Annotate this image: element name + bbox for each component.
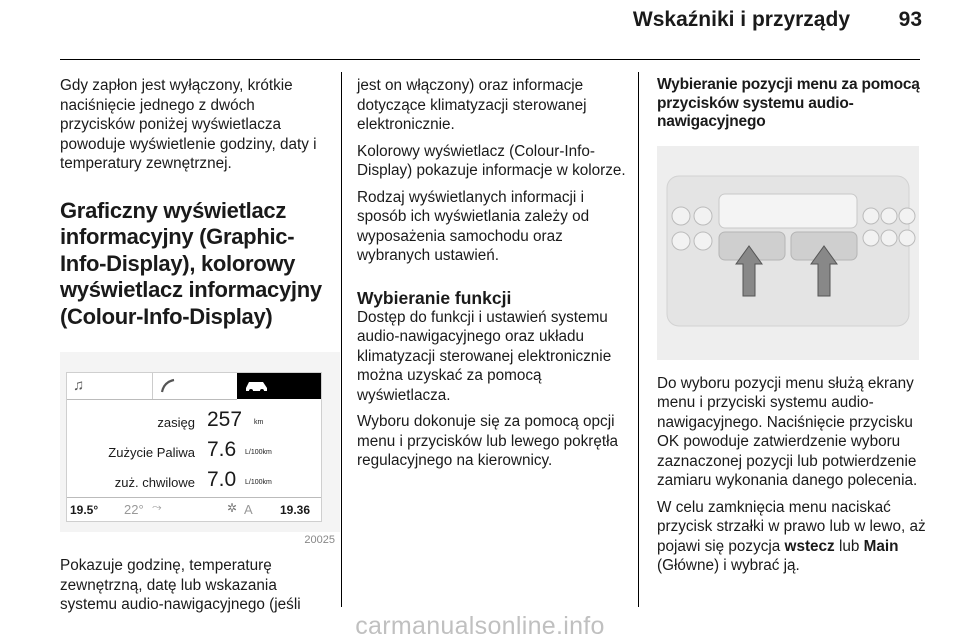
caption-paragraph: Pokazuje godzinę, temperaturę zewnętrzną, datę lub wskazania systemu audio-nawigacyjnego (jeśli	[60, 557, 301, 613]
range-label: zasięg	[157, 415, 195, 430]
intro-paragraph: Gdy zapłon jest wyłączony, krótkie naciśnięcie jednego z dwóch przycisków poniżej wyświetlacza powoduje wyświetlenie godziny, daty i temperatury zewnętrznej.	[60, 77, 317, 172]
column-1	[60, 76, 335, 622]
music-note-icon: ♫	[73, 377, 85, 394]
airflow-icon: ⤳	[152, 500, 162, 514]
section-title: Wskaźniki i przyrządy	[632, 8, 850, 31]
fuel-consumption-label: Zużycie Paliwa	[108, 445, 195, 460]
column-3	[657, 76, 927, 583]
column-2	[357, 76, 627, 478]
display-screen	[66, 372, 322, 522]
info-display-illustration	[60, 352, 340, 532]
status-bar	[67, 497, 321, 522]
paragraph-2: Kolorowy wyświetlacz (Colour-Info-Display) pokazuje informacje w kolorze.	[357, 142, 626, 179]
column-divider-2	[638, 72, 639, 607]
header-rule	[60, 59, 920, 60]
instant-consumption-label: zuż. chwilowe	[114, 475, 195, 490]
tab-music	[67, 373, 153, 400]
clock-time: 19.36	[280, 503, 311, 517]
phone-icon	[158, 376, 178, 396]
fan-icon: ✲	[227, 501, 238, 515]
menu-selection-heading: Wybieranie pozycji menu za pomocą przycisków systemu audio-nawigacyjnego	[657, 76, 920, 130]
back-option: wstecz	[784, 537, 835, 555]
paragraph-5: Wyboru dokonuje się za pomocą opcji menu i przycisków lub lewego pokrętła regulacyjnego na kierownicy.	[357, 413, 619, 469]
paragraph-2-text-a: W celu zamknięcia menu naciskać przycisk strzałki w prawo lub w lewo, aż pojawi się pozycja	[657, 498, 926, 555]
paragraph-3: Rodzaj wyświetlanych informacji i sposób ich wyświetlania zależy od wyposażenia samochodu oraz wybranych ustawień.	[357, 188, 590, 264]
display-figure	[60, 352, 335, 546]
fuel-consumption-unit: L/100km	[245, 449, 272, 456]
outside-temperature: 19.5°	[70, 503, 99, 517]
column-divider-1	[341, 72, 342, 607]
set-temperature: 22°	[124, 502, 144, 517]
page-number: 93	[898, 8, 922, 31]
paragraph-4: Dostęp do funkcji i ustawień systemu audio-nawigacyjnego oraz układu klimatyzacji sterowanej elektronicznie można uzyskać za pomocą wyświetlacza.	[357, 308, 612, 404]
fuel-consumption-value: 7.6	[207, 438, 237, 461]
range-value: 257	[207, 408, 243, 431]
paragraph-2-text-e: (Główne) i wybrać ją.	[657, 557, 800, 574]
paragraph-1: Do wyboru pozycji menu służą ekrany menu i przyciski systemu audio-nawigacyjnego. Naciśnięcie przycisku OK powoduje zatwierdzenie wyboru zaznaczonej pozycji lub potwierdzenie zamiaru wykonania danego polecenia.	[657, 374, 918, 489]
main-option: Main	[863, 537, 899, 555]
figure-id: 20025	[304, 534, 335, 546]
audio-navigation-panel-illustration	[657, 146, 919, 360]
paragraph-2-text-c: lub	[834, 537, 864, 555]
tab-car	[237, 373, 321, 399]
section-heading: Graficzny wyświetlacz informacyjny (Graphic-Info-Display), kolorowy wyświetlacz informacyjny (Colour-Info-Display)	[60, 197, 322, 329]
tab-phone	[152, 373, 237, 400]
function-selection-heading: Wybieranie funkcji	[357, 287, 512, 308]
instant-consumption-value: 7.0	[207, 468, 237, 491]
paragraph-2	[657, 498, 927, 576]
paragraph-1: jest on włączony) oraz informacje dotyczące klimatyzacji sterowanej elektronicznie.	[357, 77, 587, 133]
auto-indicator: A	[244, 502, 253, 517]
watermark: carmanualsonline.info	[355, 612, 605, 640]
range-unit: km	[254, 419, 264, 426]
car-icon	[243, 378, 271, 394]
instant-consumption-unit: L/100km	[245, 479, 272, 486]
